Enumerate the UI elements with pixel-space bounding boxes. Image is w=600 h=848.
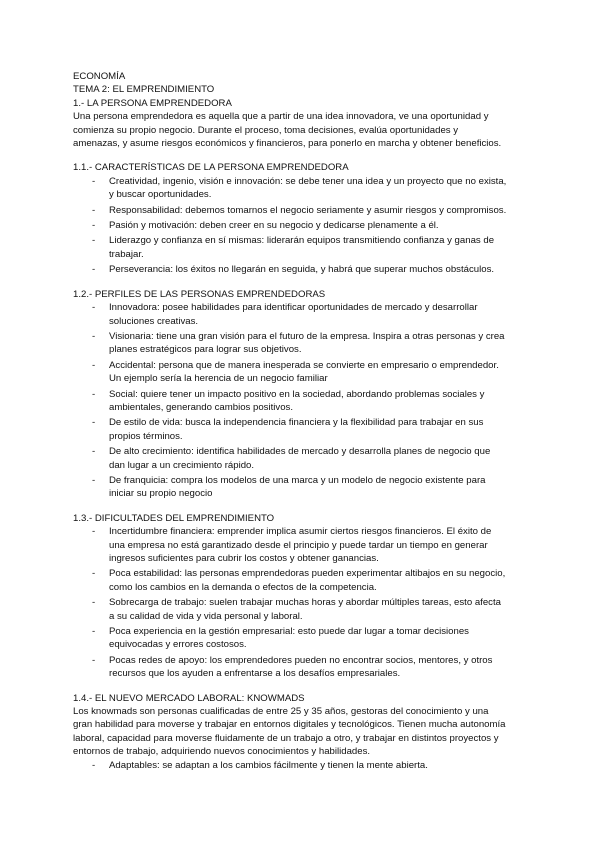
section-1-title: 1.- LA PERSONA EMPRENDEDORA: [73, 97, 232, 109]
list-item-text: Incertidumbre financiera: emprender implica asumir ciertos riesgos financieros. El éxito de: [109, 526, 492, 538]
list-item: [73, 445, 533, 472]
list-item: [73, 654, 533, 681]
bullet-dash: -: [92, 597, 96, 609]
bullet-dash: -: [92, 474, 96, 486]
bullet-dash: -: [92, 417, 96, 429]
list-item-text: Innovadora: posee habilidades para identificar oportunidades de mercado y desarrollar: [109, 302, 478, 314]
list-item-text: De estilo de vida: busca la independencia financiera y la flexibilidad para trabajar en sus: [109, 417, 484, 429]
list-item-text: una empresa no está garantizado desde el principio y puede tardar un tiempo en generar: [109, 539, 488, 551]
list-item: [73, 525, 533, 565]
list-item: [73, 175, 533, 202]
list-item-text: dan lugar a un crecimiento rápido.: [109, 459, 255, 471]
section-title: 1.4.- EL NUEVO MERCADO LABORAL: KNOWMADS: [73, 692, 305, 704]
list-item-text: De franquicia: compra los modelos de una marca y un modelo de negocio existente para: [109, 474, 486, 486]
list-item-text: propios términos.: [109, 430, 183, 442]
list-item: [73, 301, 533, 328]
list-item: [73, 359, 533, 386]
list-item: [73, 234, 533, 261]
bullet-dash: -: [92, 759, 96, 771]
bullet-list: [73, 525, 533, 680]
intro-line: Una persona emprendedora es aquella que a partir de una idea innovadora, ve una oportunidad y: [73, 111, 489, 123]
list-item-text: Sobrecarga de trabajo: suelen trabajar muchas horas y abordar múltiples tareas, esto afecta: [109, 597, 501, 609]
list-item-text: planes estratégicos para lograr sus objetivos.: [109, 344, 302, 356]
list-item-text: a su calidad de vida y vida personal y laboral.: [109, 610, 303, 622]
list-item: [73, 596, 533, 623]
list-item-text: Adaptables: se adaptan a los cambios fácilmente y tienen la mente abierta.: [109, 759, 428, 771]
list-item-text: Perseverancia: los éxitos no llegarán en seguida, y habrá que superar muchos obstáculos.: [109, 264, 495, 276]
list-item: [73, 204, 533, 217]
knowmads-paragraph: [73, 705, 533, 759]
list-item-text: ingresos suficientes para cubrir los costos y obtener ganancias.: [109, 553, 379, 564]
list-item: [73, 625, 533, 652]
list-item-text: Creatividad, ingenio, visión e innovación: se debe tener una idea y un proyecto que no exista,: [109, 175, 507, 187]
knowmads-list: [73, 759, 533, 772]
knowmads-line: Los knowmads son personas cualificadas de entre 25 y 35 años, gestoras del conocimiento y una: [73, 706, 489, 718]
bullet-dash: -: [92, 235, 96, 247]
intro-paragraph: [73, 110, 533, 150]
bullet-dash: -: [92, 264, 96, 276]
bullet-dash: -: [92, 526, 96, 538]
list-item-text: Pocas redes de apoyo: los emprendedores pueden no encontrar socios, mentores, y otros: [109, 654, 493, 666]
list-item: [73, 388, 533, 415]
list-item-text: Poca experiencia en la gestión empresarial: esto puede dar lugar a tomar decisiones: [109, 626, 469, 638]
document-page: [73, 70, 533, 774]
section-title: 1.1.- CARACTERÍSTICAS DE LA PERSONA EMPRENDEDORA: [73, 162, 349, 174]
list-item-text: y buscar oportunidades.: [109, 189, 212, 201]
list-item-text: Accidental: persona que de manera inesperada se convierte en empresario o emprendedor.: [109, 359, 499, 371]
bullet-list: [73, 175, 533, 277]
list-item: [73, 416, 533, 443]
list-item-text: Social: quiere tener un impacto positivo en la sociedad, abordando problemas sociales y: [109, 388, 485, 400]
list-item-text: iniciar su propio negocio: [109, 488, 213, 500]
section: [73, 288, 533, 501]
list-item: [73, 759, 533, 772]
intro-line: amenazas, y asume riesgos económicos y financieros, para ponerlo en marcha y obtener beneficios.: [73, 138, 502, 150]
list-item: [73, 567, 533, 594]
knowmads-line: gran habilidad para moverse y trabajar en entornos digitales y tecnológicos. Tienen mucha autonomía: [73, 719, 506, 731]
bullet-dash: -: [92, 302, 96, 314]
list-item: [73, 330, 533, 357]
section-knowmads: [73, 692, 533, 772]
section: [73, 512, 533, 681]
list-item-text: como los cambios en la demanda o efectos de la competencia.: [109, 581, 377, 593]
bullet-dash: -: [92, 359, 96, 371]
bullet-dash: -: [92, 175, 96, 187]
list-item-text: soluciones creativas.: [109, 315, 199, 327]
topic-heading: TEMA 2: EL EMPRENDIMIENTO: [73, 84, 215, 96]
list-item-text: equivocadas y errores costosos.: [109, 639, 247, 651]
bullet-dash: -: [92, 654, 96, 666]
section-title: 1.2.- PERFILES DE LAS PERSONAS EMPRENDEDORAS: [73, 288, 326, 300]
list-item-text: recursos que los ayuden a enfrentarse a los desafíos empresariales.: [109, 668, 401, 680]
list-item: [73, 263, 533, 276]
list-item-text: trabajar.: [109, 248, 144, 260]
knowmads-line: entornos de trabajo, adquiriendo nuevos conocimientos y habilidades.: [73, 746, 371, 758]
bullet-dash: -: [92, 446, 96, 458]
bullet-dash: -: [92, 330, 96, 342]
bullet-list: [73, 301, 533, 501]
list-item-text: Pasión y motivación: deben creer en su negocio y dedicarse plenamente a él.: [109, 220, 439, 232]
bullet-dash: -: [92, 568, 96, 580]
section: [73, 161, 533, 276]
bullet-dash: -: [92, 388, 96, 400]
bullet-dash: -: [92, 220, 96, 232]
list-item-text: Visionaria: tiene una gran visión para el futuro de la empresa. Inspira a otras personas y crea: [109, 330, 505, 342]
list-item-text: Un ejemplo sería la herencia de un negocio familiar: [109, 373, 328, 385]
list-item-text: Responsabilidad: debemos tomarnos el negocio seriamente y asumir riesgos y compromisos.: [109, 204, 507, 216]
list-item-text: De alto crecimiento: identifica habilidades de mercado y desarrolla planes de negocio que: [109, 446, 491, 458]
list-item: [73, 219, 533, 232]
list-item: [73, 474, 533, 501]
list-item-text: Poca estabilidad: las personas emprendedoras pueden experimentar altibajos en su negocio,: [109, 568, 506, 580]
intro-line: comienza su propio negocio. Durante el proceso, toma decisiones, evalúa oportunidades y: [73, 124, 459, 136]
knowmads-line: laboral, capacidad para moverse fluidamente de un trabajo a otro, y trabajar en distintos proyectos y: [73, 732, 499, 744]
list-item-text: ambientales, generando cambios positivos.: [109, 401, 293, 413]
section-title: 1.3.- DIFICULTADES DEL EMPRENDIMIENTO: [73, 512, 275, 524]
subject-heading: ECONOMÍA: [73, 71, 126, 82]
bullet-dash: -: [92, 626, 96, 638]
bullet-dash: -: [92, 204, 96, 216]
list-item-text: Liderazgo y confianza en sí mismas: liderarán equipos transmitiendo confianza y ganas de: [109, 235, 495, 247]
